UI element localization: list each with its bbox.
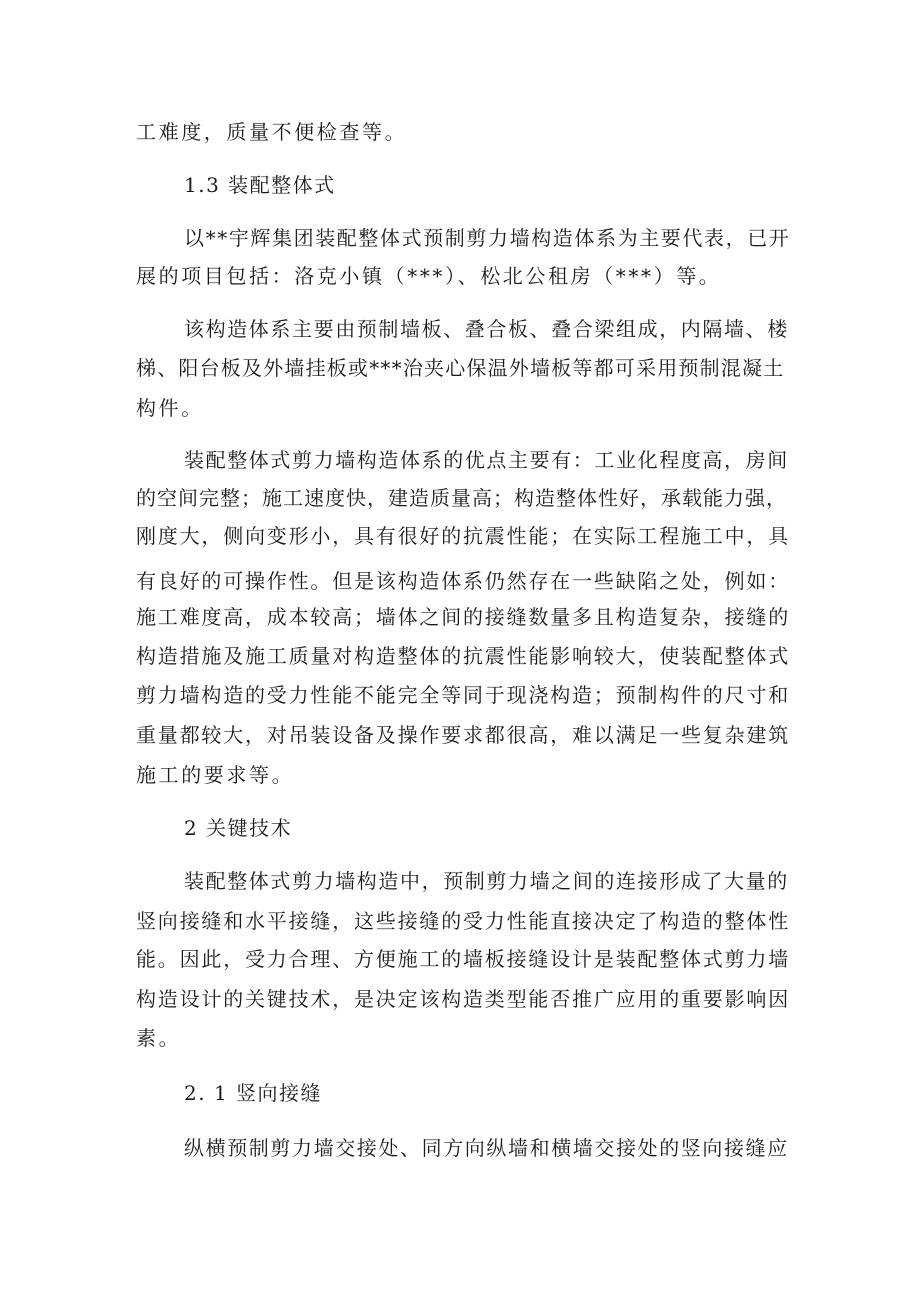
text-line: 施工难度高，成本较高；墙体之间的接缝数量多且构造复杂，接缝的 (136, 605, 790, 629)
text-line: 装配整体式剪力墙构造体系的优点主要有：工业化程度高，房间 (184, 448, 789, 472)
text-line: 重量都较大，对吊装设备及操作要求都很高，难以满足一些复杂建筑 (136, 723, 790, 747)
text-line: 该构造体系主要由预制墙板、叠合板、叠合梁组成，内隔墙、楼 (184, 317, 789, 341)
text-line: 装配整体式剪力墙构造中，预制剪力墙之间的连接形成了大量的 (184, 869, 789, 893)
text-line: 能。因此，受力合理、方便施工的墙板接缝设计是装配整体式剪力墙 (136, 947, 790, 971)
text-line: 剪力墙构造的受力性能不能完全等同于现浇构造；预制构件的尺寸和 (136, 683, 790, 707)
text-line: 工难度，质量不便检查等。 (136, 120, 408, 144)
section-heading-2-1: 2. 1 竖向接缝 (184, 1081, 323, 1105)
text-line: 以**宇辉集团装配整体式预制剪力墙构造体系为主要代表，已开 (184, 226, 791, 250)
text-line: 竖向接缝和水平接缝，这些接缝的受力性能直接决定了构造的整体性 (136, 909, 790, 933)
text-line: 纵横预制剪力墙交接处、同方向纵墙和横墙交接处的竖向接缝应 (184, 1136, 789, 1160)
text-line: 构件。 (136, 396, 204, 420)
text-line: 构造设计的关键技术，是决定该构造类型能否推广应用的重要影响因 (136, 987, 790, 1011)
text-line: 的空间完整；施工速度快，建造质量高；构造整体性好，承载能力强， (136, 486, 787, 510)
section-heading-1-3: 1.3 装配整体式 (184, 173, 336, 197)
text-line: 素。 (136, 1026, 182, 1050)
section-heading-2: 2 关键技术 (184, 816, 293, 840)
text-line: 构造措施及施工质量对构造整体的抗震性能影响较大，使装配整体式 (136, 644, 790, 668)
text-line: 梯、阳台板及外墙挂板或***治夹心保温外墙板等都可采用预制混凝土 (136, 356, 785, 380)
text-line: 刚度大，侧向变形小，具有很好的抗震性能；在实际工程施工中，具 (136, 524, 790, 548)
text-line: 施工的要求等。 (136, 763, 295, 787)
text-line: 展的项目包括：洛克小镇（***）、松北公租房（***）等。 (136, 264, 722, 288)
text-line: 有良好的可操作性。但是该构造体系仍然存在一些缺陷之处，例如： (136, 569, 790, 593)
